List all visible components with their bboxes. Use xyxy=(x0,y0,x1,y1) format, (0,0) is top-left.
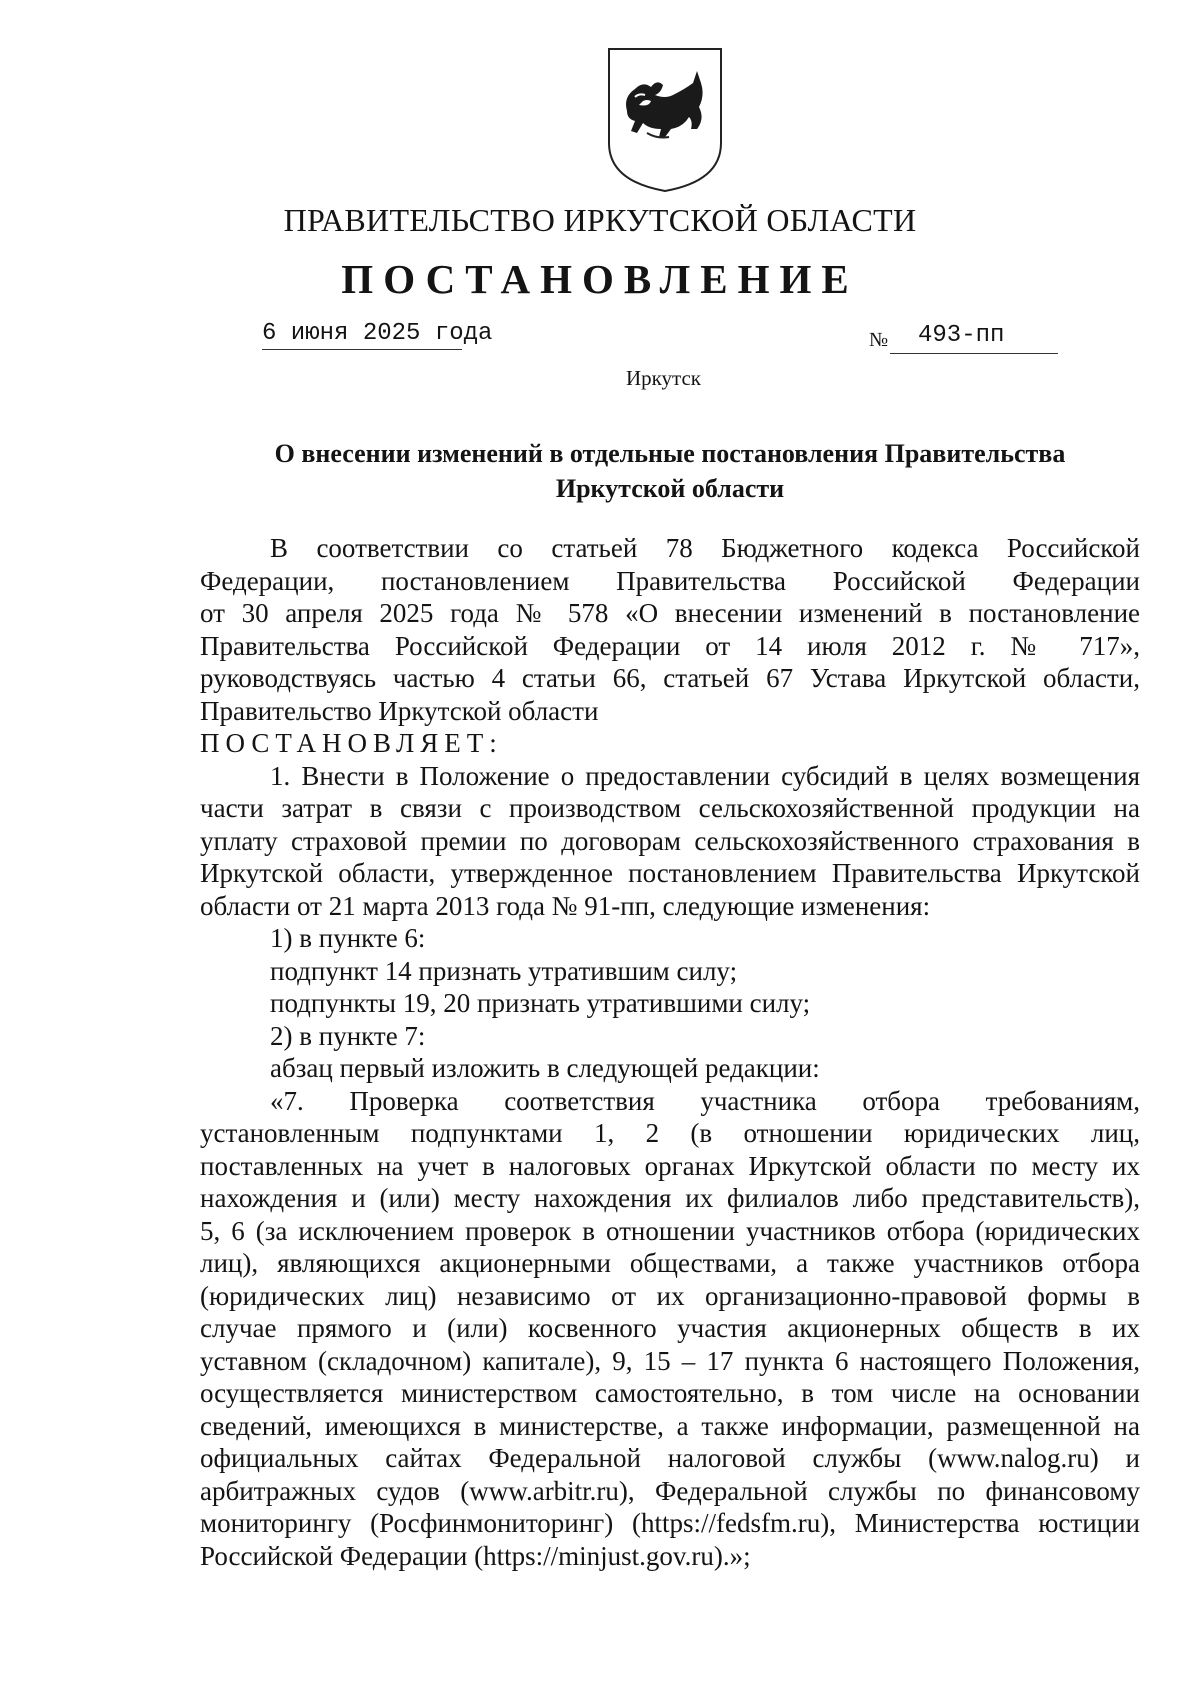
subitem-line: абзац первый изложить в следующей редакции: xyxy=(270,1053,820,1083)
quote-line: лиц), являющихся акционерными обществами, а также участников отбора xyxy=(200,1248,1140,1278)
document-number: 493-пп xyxy=(918,322,1005,349)
quote-line: 5, 6 (за исключением проверок в отношении участников отбора (юридических xyxy=(200,1215,1140,1246)
date-underline xyxy=(262,349,462,350)
preamble-line: Правительства Российской Федерации от 14 июля 2012 г. № 717», xyxy=(200,630,1140,661)
preamble-line: от 30 апреля 2025 года № 578 «О внесении изменений в постановление xyxy=(200,598,1140,628)
subject-line: Иркутской области xyxy=(555,474,785,503)
preamble-line: Правительство Иркутской области xyxy=(200,695,599,726)
subitem-line: 2) в пункте 7: xyxy=(270,1020,426,1051)
subject-line: О внесении изменений в отдельные постановления Правительства xyxy=(274,439,1066,468)
item-line: области от 21 марта 2013 года № 91-пп, следующие изменения: xyxy=(200,890,931,921)
quote-line: нахождения и (или) месту нахождения их филиалов либо представительств), xyxy=(200,1183,1140,1213)
item-line: Иркутской области, утвержденное постановлением Правительства Иркутской xyxy=(200,858,1140,888)
quote-line: сведений, имеющихся в министерстве, а также информации, размещенной на xyxy=(200,1410,1140,1441)
preamble-line: руководствуясь частью 4 статьи 66, статьей 67 Устава Иркутской области, xyxy=(200,663,1140,693)
quote-line: мониторингу (Росфинмониторинг) (https://fedsfm.ru), Министерства юстиции xyxy=(200,1508,1140,1538)
resolves-heading: ПОСТАНОВЛЯЕТ: xyxy=(200,728,503,758)
item-line: части затрат в связи с производством сельскохозяйственной продукции на xyxy=(200,793,1140,823)
quote-line: официальных сайтах Федеральной налоговой службы (www.nalog.ru) и xyxy=(200,1443,1140,1473)
city-name: Иркутск xyxy=(625,366,702,390)
government-name: ПРАВИТЕЛЬСТВО ИРКУТСКОЙ ОБЛАСТИ xyxy=(283,202,917,238)
subitem-line: 1) в пункте 6: xyxy=(270,923,426,953)
subitem-line: подпункт 14 признать утратившим силу; xyxy=(270,955,738,986)
preamble-line: В соответствии со статьей 78 Бюджетного кодекса Российской xyxy=(270,533,1140,563)
quote-line: Российской Федерации (https://minjust.gov.ru).»; xyxy=(200,1540,751,1571)
number-underline xyxy=(890,353,1058,354)
quote-line: (юридических лиц) независимо от их организационно-правовой формы в xyxy=(200,1280,1140,1311)
document-body xyxy=(200,532,1140,1572)
document-date: 6 июня 2025 года xyxy=(262,320,493,347)
document-type-title: ПОСТАНОВЛЕНИЕ xyxy=(341,256,859,302)
document-subject xyxy=(240,436,1100,506)
number-sign: № xyxy=(869,329,889,351)
irkutsk-coat-of-arms-icon xyxy=(605,45,725,195)
quote-line: установленным подпунктами 1, 2 (в отношении юридических лиц, xyxy=(200,1118,1140,1148)
item-line: уплату страховой премии по договорам сельскохозяйственного страхования в xyxy=(200,825,1140,856)
quote-line: уставном (складочном) капитале), 9, 15 – 17 пункта 6 настоящего Положения, xyxy=(200,1345,1140,1376)
quote-line: поставленных на учет в налоговых органах Иркутской области по месту их xyxy=(200,1150,1140,1181)
quote-line: «7. Проверка соответствия участника отбора требованиям, xyxy=(270,1085,1140,1116)
preamble-line: Федерации, постановлением Правительства Российской Федерации xyxy=(200,565,1140,596)
item-line: 1. Внести в Положение о предоставлении субсидий в целях возмещения xyxy=(270,760,1140,791)
quote-line: арбитражных судов (www.arbitr.ru), Федеральной службы по финансовому xyxy=(200,1475,1140,1506)
quote-line: случае прямого и (или) косвенного участия акционерных обществ в их xyxy=(200,1313,1140,1343)
quote-line: осуществляется министерством самостоятельно, в том числе на основании xyxy=(200,1378,1140,1408)
subitem-line: подпункты 19, 20 признать утратившими силу; xyxy=(270,988,811,1018)
